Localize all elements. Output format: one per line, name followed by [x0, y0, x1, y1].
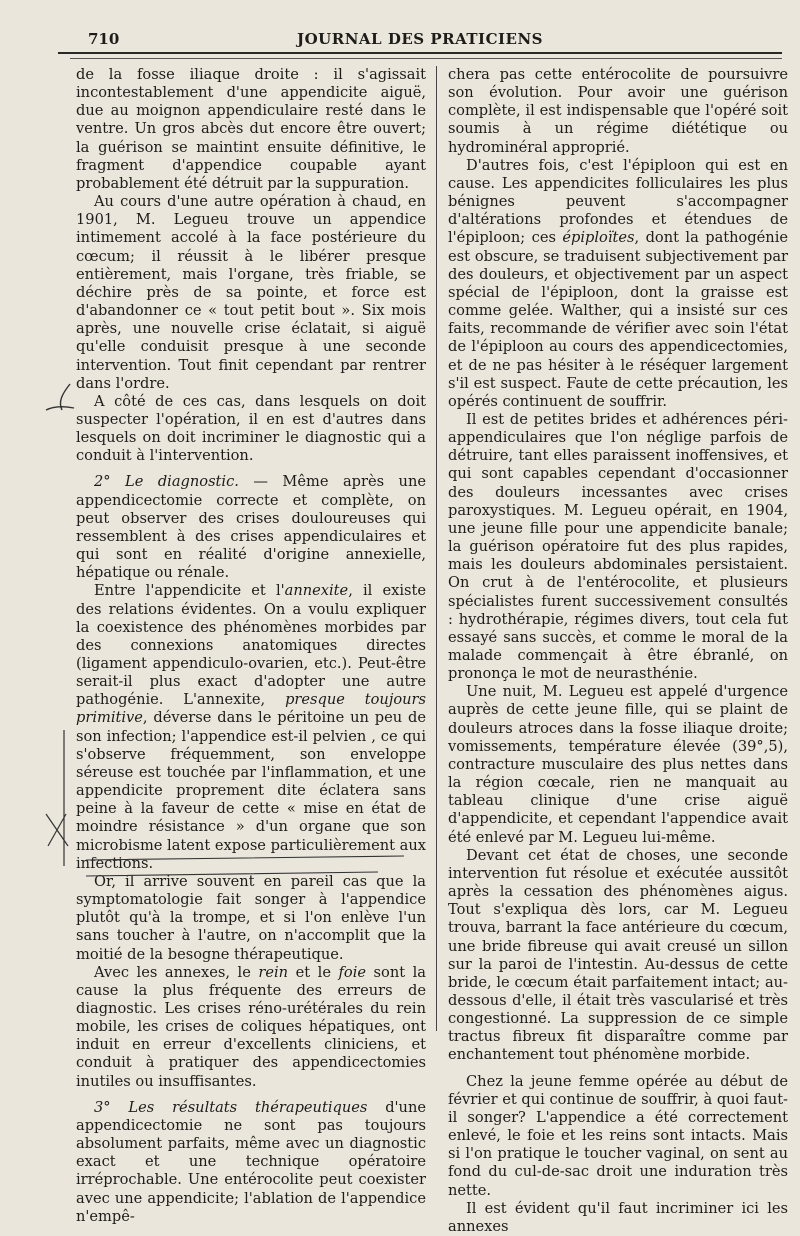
paragraph: Une nuit, M. Legueu est appelé d'urgence auprès de cette jeune fille, qui se plaint de douleurs atroces dans la fosse iliaque droite; vomissements, température élevée (39°,5), contracture musculaire des plus nettes dans la région cœcale, rien ne manquait au tableau clinique d'une crise aiguë d'appendicite, et cependant l'appendice avait été enlevé par M. Legueu lui-même.: [448, 683, 788, 846]
paragraph-text: et le: [288, 963, 339, 981]
emphasis: presque toujours primitive: [76, 691, 426, 727]
paragraph-text: d'une appendicectomie ne sont pas toujours absolument parfaits, même avec un diagnostic exact et une technique opératoire irréprochable. Une entérocolite peut coexister avec une appendicite; l'ablation de l'appendice n'empê-: [76, 1098, 426, 1225]
emphasis: annexite: [284, 582, 349, 600]
emphasis: rein: [258, 963, 289, 981]
paragraph: A côté de ces cas, dans lesquels on doit suspecter l'opération, il en est d'autres dans lesquels on doit incriminer le diagnostic qui a conduit à l'intervention.: [76, 392, 426, 465]
paragraph: Or, il arrive souvent en pareil cas que la symptomatologie fait songer à l'appendice plutôt qu'à la trompe, et si l'on enlève l'un sans toucher à l'autre, on n'accomplit que la moitié de la besogne thérapeutique.: [76, 872, 426, 963]
left-column: [76, 66, 427, 1225]
handwritten-underline: [78, 852, 428, 880]
paragraph: Il est de petites brides et adhérences péri-appendiculaires que l'on néglige parfois de détruire, tant elles paraissent inoffensives, et qui sont capables cependant d'occasionner des douleurs incessantes avec crises paroxystiques. M. Legueu opérait, en 1904, une jeune fille pour une appendicite banale; la guérison opératoire fut des plus rapides, mais les douleurs abdominales persistaient. On crut à de l'entérocolite, et plusieurs spécialistes furent successivement consultés : hydrothérapie, régimes divers, tout cela fut essayé sans succès, et comme le moral de la malade commençait à être ébranlé, on prononça le mot de neurasthénie.: [448, 410, 788, 683]
paragraph-text: , dont la pathogénie est obscure, se traduisent subjectivement par des douleurs, et objectivement par un aspect spécial de l'épiploon, dont la graisse est comme gelée. Walther, qui a insisté sur ces faits, recommande de vérifier avec soin l'état de l'épiploon au cours des appendicectomies, et de ne pas hésiter à le réséquer largement s'il est suspect. Faute de cette précaution, les opérés continuent de souffrir.: [448, 229, 788, 410]
header-rule: [70, 58, 782, 59]
emphasis: foie: [338, 963, 366, 981]
paragraph: Au cours d'une autre opération à chaud, en 1901, M. Legueu trouve un appendice intimement accolé à la face postérieure du cœcum; il réussit à le libérer presque entièrement, mais l'organe, très friable, se déchire près de sa pointe, et force est d'abandonner ce « tout petit bout ». Six mois après, une nouvelle crise éclatait, si aiguë qu'elle conduisit presque à une seconde intervention. Tout finit cependant par rentrer dans l'ordre.: [76, 193, 426, 392]
page-header: [58, 18, 782, 54]
paragraph: [76, 964, 426, 1091]
paragraph-text: , il existe des relations évidentes. On a voulu expliquer la coexistence des phénomènes morbides par des connexions anatomiques directes (ligament appendiculo-ovarien, etc.). Peut-être serait-il plus exact d'adopter une autre pathogénie. L'annexite,: [76, 582, 427, 709]
paragraph: Devant cet état de choses, une seconde intervention fut résolue et exécutée aussitôt après la cessation des phénomènes aigus. Tout s'expliqua dès lors, car M. Legueu trouva, barrant la face antérieure du cœcum, une bride fibreuse qui avait creusé un sillon sur la paroi de l'intestin. Au-dessus de cette bride, le cœcum était parfaitement intact; au-dessous d'elle, il était très vascularisé et très congestionné. La suppression de ce simple tractus fibreux fit disparaître comme par enchantement tout phénomène morbide.: [448, 846, 788, 1064]
column-divider: [436, 66, 437, 1031]
journal-title: JOURNAL DES PRATICIENS: [297, 30, 543, 48]
paragraph: Il est évident qu'il faut incriminer ici les annexes: [448, 1199, 788, 1235]
page-number: 710: [88, 30, 120, 48]
handwritten-margin-mark: [40, 380, 80, 430]
right-column: [448, 66, 788, 1235]
paragraph: [76, 473, 426, 582]
handwritten-x-mark: [42, 810, 72, 850]
paragraph-text: D'autres fois, c'est l'épiploon qui est en cause. Les appendicites folliculaires les plus bénignes peuvent s'accompagner d'altérations profondes et étendues de l'épiploon; ces: [448, 156, 788, 247]
paragraph: de la fosse iliaque droite : il s'agissait incontestablement d'une appendicite aiguë, due au moignon appendiculaire resté dans le ventre. Un gros abcès dut encore être ouvert; la guérison se maintint ensuite définitive, le fragment d'appendice coupable ayant probablement été détruit par la suppuration.: [76, 66, 426, 192]
section-label: 2° Le diagnostic.: [94, 473, 239, 491]
paragraph-text: Avec les annexes, le: [94, 963, 259, 981]
paragraph: Chez la jeune femme opérée au début de février et qui continue de souffrir, à quoi faut-il songer? L'appendice a été correctement enlevé, le foie et les reins sont intacts. Mais si l'on pratique le toucher vaginal, on sent au fond du cul-de-sac droit une induration très nette.: [448, 1072, 788, 1199]
emphasis: épiploïtes: [562, 229, 635, 247]
paragraph-text: , déverse dans le péritoine un peu de son infection; l'appendice est-il pelvien , ce qui s'observe fréquemment, son enveloppe séreuse est touchée par l'inflammation, et une appendicite proprement dite éclatera sans peine à la faveur de cette « mise en état de moindre résistance » d'un organe que son microbisme latent expose particulièrement aux infections.: [76, 709, 427, 872]
paragraph-text: sont la cause la plus fréquente des erreurs de diagnostic. Les crises réno-urétérales du rein mobile, les crises de coliques hépatiques, ont induit en erreur d'excellents cliniciens, et conduit à pratiquer des appendicectomies inutiles ou insuffisantes.: [76, 963, 426, 1090]
paragraph: [76, 1099, 426, 1226]
paragraph-text: — Même après une appendicectomie correcte et complète, on peut observer des crises douloureuses qui ressemblent à des crises appendiculaires et qui sont en réalité d'origine annexielle, hépatique ou rénale.: [76, 473, 426, 582]
section-label: 3° Les résultats thérapeutiques: [94, 1098, 368, 1116]
paragraph-text: Entre l'appendicite et l': [94, 582, 285, 600]
paragraph: [448, 157, 788, 411]
paragraph: chera pas cette entérocolite de poursuivre son évolution. Pour avoir une guérison complète, il est indispensable que l'opéré soit soumis à un régime diététique ou hydrominéral approprié.: [448, 66, 788, 156]
paragraph: [76, 582, 426, 873]
